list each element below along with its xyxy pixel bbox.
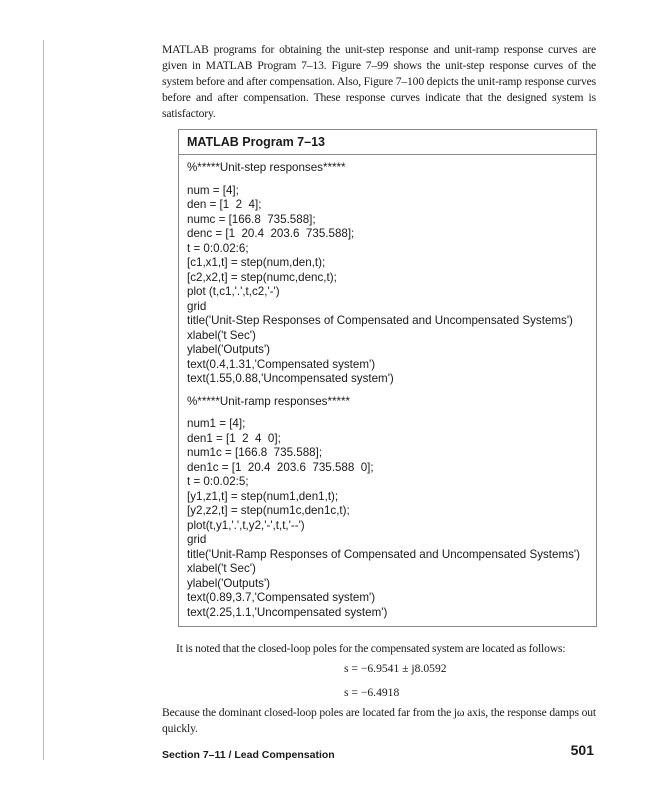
code-line: text(1.55,0.88,'Uncompensated system') bbox=[187, 372, 394, 385]
page-body bbox=[162, 42, 596, 737]
code-line: ylabel('Outputs') bbox=[187, 576, 271, 590]
code-line: text(0.4,1.31,'Compensated system') bbox=[187, 357, 376, 371]
code-line: %*****Unit-step responses***** bbox=[187, 161, 346, 174]
section-label: Section 7–11 / Lead Compensation bbox=[162, 749, 335, 761]
code-line: t = 0:0.02:5; bbox=[187, 475, 249, 488]
code-line: [c1,x1,t] = step(num,den,t); bbox=[187, 256, 326, 269]
code-line: den = [1 2 4]; bbox=[187, 198, 262, 211]
code-line: den1c = [1 20.4 203.6 735.588 0]; bbox=[187, 460, 374, 474]
note-paragraph: It is noted that the closed-loop poles for the compensated system are located as follows: bbox=[176, 642, 566, 655]
page-number: 501 bbox=[570, 742, 594, 758]
code-line: [y1,z1,t] = step(num1,den1,t); bbox=[187, 489, 339, 503]
code-line: grid bbox=[187, 533, 207, 546]
program-title: MATLAB Program 7–13 bbox=[179, 130, 596, 155]
code-line: [y2,z2,t] = step(num1c,den1c,t); bbox=[187, 504, 350, 517]
code-line: denc = [1 20.4 203.6 735.588]; bbox=[187, 227, 355, 240]
code-line: text(2.25,1.1,'Uncompensated system') bbox=[187, 605, 388, 619]
code-line: title('Unit-Ramp Responses of Compensated and Uncompensated Systems') bbox=[187, 547, 580, 561]
conclusion-paragraph: Because the dominant closed-loop poles are located far from the jω axis, the response damps out quickly. bbox=[162, 706, 596, 735]
code-line: ylabel('Outputs') bbox=[187, 343, 271, 356]
code-line: t = 0:0.02:6; bbox=[187, 241, 249, 255]
code-line: den1 = [1 2 4 0]; bbox=[187, 431, 281, 445]
code-line: xlabel('t Sec') bbox=[187, 562, 256, 575]
code-listing bbox=[179, 155, 596, 626]
code-line: plot (t,c1,'.',t,c2,'-') bbox=[187, 285, 280, 298]
code-line: xlabel('t Sec') bbox=[187, 328, 256, 342]
intro-paragraph: MATLAB programs for obtaining the unit-step response and unit-ramp response curves are given in MATLAB Program 7–13. Figure 7–99 shows the unit-step response curves of the system before and after compensation. Also, Figure 7–100 depicts the unit-ramp response curves before and after compensation. These response curves indicate that the designed system is satisfactory. bbox=[162, 43, 596, 120]
code-line: [c2,x2,t] = step(numc,denc,t); bbox=[187, 270, 337, 284]
code-line: %*****Unit-ramp responses***** bbox=[187, 394, 351, 408]
code-line: num = [4]; bbox=[187, 183, 239, 197]
equation-2: s = −6.4918 bbox=[344, 686, 400, 699]
code-line: numc = [166.8 735.588]; bbox=[187, 212, 316, 226]
code-line: plot(t,y1,'.',t,y2,'-',t,t,'--') bbox=[187, 518, 305, 532]
code-line: grid bbox=[187, 299, 207, 313]
code-line: num1c = [166.8 735.588]; bbox=[187, 446, 323, 459]
equation-1: s = −6.9541 ± j8.0592 bbox=[344, 662, 447, 675]
margin-rule bbox=[43, 40, 44, 760]
code-line: num1 = [4]; bbox=[187, 417, 246, 430]
code-line: title('Unit-Step Responses of Compensated and Uncompensated Systems') bbox=[187, 314, 573, 327]
matlab-program-box bbox=[178, 129, 597, 627]
page-footer bbox=[162, 742, 594, 763]
code-line: text(0.89,3.7,'Compensated system') bbox=[187, 591, 376, 604]
